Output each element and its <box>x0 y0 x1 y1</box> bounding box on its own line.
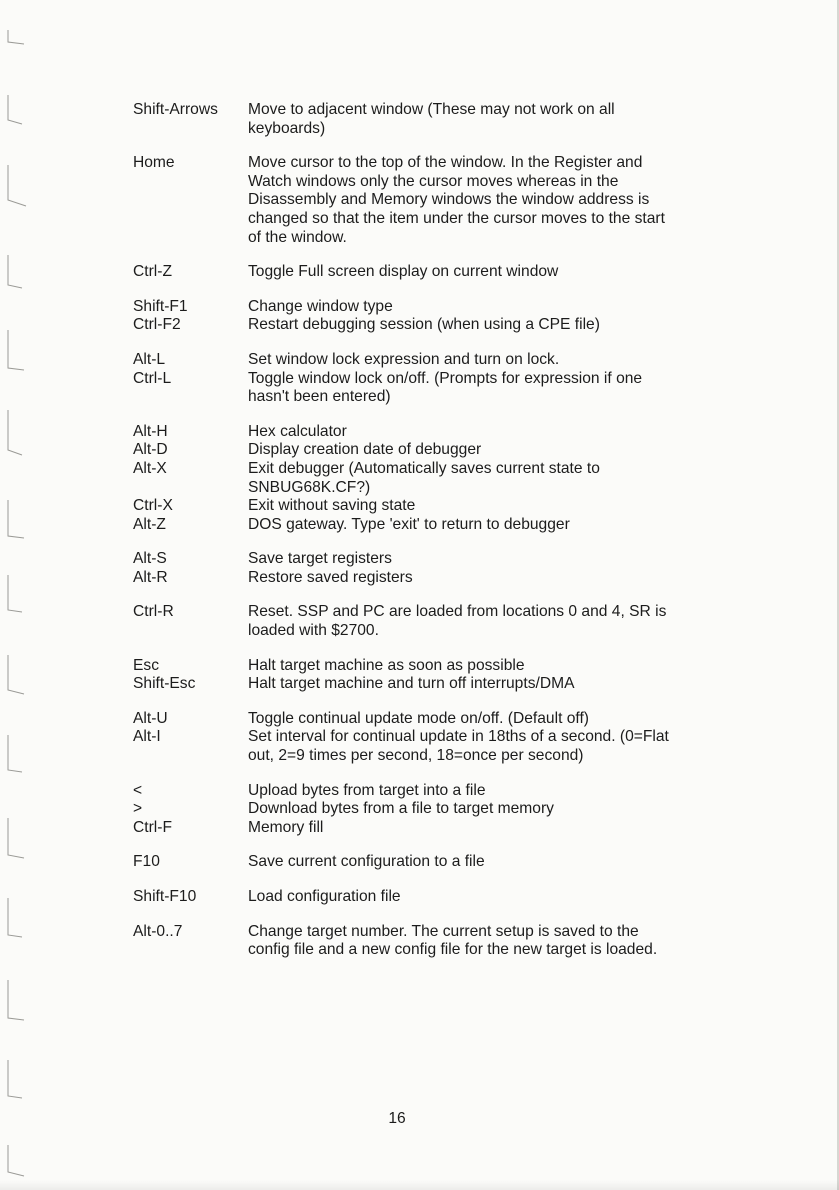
entry-group <box>133 603 733 640</box>
command-description: Restart debugging session (when using a CPE file) <box>248 316 600 334</box>
command-description: Exit without saving state <box>248 497 416 515</box>
key-label: Shift-Arrows <box>133 101 218 118</box>
entry-row <box>133 603 733 622</box>
entry-row <box>133 479 733 498</box>
command-description: Restore saved registers <box>248 568 413 586</box>
key-label: < <box>133 781 143 799</box>
key-label: Alt-X <box>133 459 167 477</box>
entry-group <box>133 782 733 838</box>
entry-row <box>133 263 733 282</box>
entry-row <box>133 550 733 569</box>
command-description: changed so that the item under the cursor moves to the start <box>248 209 665 227</box>
entry-row <box>133 800 733 819</box>
command-description: keyboards) <box>248 119 326 137</box>
command-description: Save target registers <box>248 550 392 568</box>
entry-row <box>133 941 733 960</box>
key-label: F10 <box>133 853 160 871</box>
key-label: Alt-R <box>133 568 168 586</box>
entry-row <box>133 120 733 139</box>
entry-row <box>133 497 733 516</box>
entry-group <box>133 550 733 587</box>
command-description: Upload bytes from target into a file <box>248 781 486 799</box>
command-description: Toggle window lock on/off. (Prompts for expression if one <box>248 369 643 387</box>
key-label: Ctrl-L <box>133 369 172 387</box>
command-description: Exit debugger (Automatically saves current state to <box>248 459 600 477</box>
key-command-list <box>133 101 733 960</box>
command-description: Halt target machine as soon as possible <box>248 656 525 674</box>
command-description: SNBUG68K.CF?) <box>248 478 371 496</box>
entry-row <box>133 569 733 588</box>
key-label: Alt-U <box>133 709 168 727</box>
command-description: out, 2=9 times per second, 18=once per second) <box>248 747 584 765</box>
entry-row <box>133 191 733 210</box>
command-description: Reset. SSP and PC are loaded from locations 0 and 4, SR is <box>248 603 667 621</box>
command-description: DOS gateway. Type 'exit' to return to debugger <box>248 515 570 533</box>
entry-group <box>133 657 733 694</box>
entry-row <box>133 423 733 442</box>
entry-group <box>133 101 733 138</box>
command-description: Halt target machine and turn off interrupts/DMA <box>248 675 575 693</box>
entry-row <box>133 923 733 942</box>
entry-row <box>133 675 733 694</box>
key-label: Home <box>133 154 175 172</box>
entry-row <box>133 388 733 407</box>
page-bottom-shadow <box>0 1180 839 1190</box>
command-description: Toggle Full screen display on current window <box>248 263 559 281</box>
entry-row <box>133 173 733 192</box>
entry-group <box>133 888 733 907</box>
command-description: Disassembly and Memory windows the window address is <box>248 191 650 209</box>
key-label: Esc <box>133 656 159 674</box>
entry-row <box>133 728 733 747</box>
key-label: Alt-I <box>133 728 161 746</box>
command-description: Watch windows only the cursor moves whereas in the <box>248 172 619 190</box>
entry-row <box>133 853 733 872</box>
command-description: Move cursor to the top of the window. In the Register and <box>248 154 643 172</box>
key-label: Shift-Esc <box>133 675 196 693</box>
entry-row <box>133 657 733 676</box>
command-description: Hex calculator <box>248 422 347 440</box>
key-label: Ctrl-F2 <box>133 316 181 334</box>
entry-row <box>133 622 733 641</box>
command-description: of the window. <box>248 228 347 246</box>
entry-group <box>133 853 733 872</box>
entry-group <box>133 351 733 407</box>
entry-group <box>133 710 733 766</box>
entry-row <box>133 460 733 479</box>
entry-group <box>133 154 733 247</box>
key-label: Shift-F10 <box>133 888 197 905</box>
key-label: Alt-D <box>133 441 168 459</box>
entry-row <box>133 819 733 838</box>
command-description: Load configuration file <box>248 888 401 905</box>
entry-row <box>133 441 733 460</box>
entry-row <box>133 782 733 801</box>
entry-row <box>133 316 733 335</box>
command-description: Toggle continual update mode on/off. (Default off) <box>248 709 589 727</box>
entry-row <box>133 154 733 173</box>
entry-row <box>133 888 733 907</box>
page-number: 16 <box>388 1110 406 1127</box>
key-label: Ctrl-Z <box>133 263 172 281</box>
key-label: Alt-S <box>133 550 167 568</box>
binding-edge-marks <box>0 0 30 1190</box>
key-label: Ctrl-F <box>133 818 172 836</box>
command-description: Download bytes from a file to target memory <box>248 800 554 818</box>
key-label: Alt-L <box>133 350 166 368</box>
entry-group <box>133 423 733 535</box>
entry-group <box>133 923 733 960</box>
command-description: Change window type <box>248 297 393 315</box>
entry-row <box>133 298 733 317</box>
key-label: Alt-H <box>133 422 168 440</box>
key-label: > <box>133 800 143 818</box>
command-description: Move to adjacent window (These may not work on all <box>248 101 615 118</box>
command-description: config file and a new config file for the new target is loaded. <box>248 941 658 959</box>
entry-row <box>133 101 733 120</box>
command-description: Set window lock expression and turn on lock. <box>248 350 560 368</box>
entry-row <box>133 351 733 370</box>
command-description: Change target number. The current setup is saved to the <box>248 922 639 940</box>
command-description: loaded with $2700. <box>248 622 379 640</box>
entry-row <box>133 516 733 535</box>
key-label: Shift-F1 <box>133 297 188 315</box>
entry-row <box>133 710 733 729</box>
entry-group <box>133 298 733 335</box>
key-label: Ctrl-R <box>133 603 174 621</box>
entry-row <box>133 370 733 389</box>
command-description: Save current configuration to a file <box>248 853 485 871</box>
entry-row <box>133 210 733 229</box>
key-label: Alt-0..7 <box>133 922 183 940</box>
command-description: Display creation date of debugger <box>248 441 482 459</box>
command-description: Memory fill <box>248 818 324 836</box>
entry-row <box>133 747 733 766</box>
key-label: Alt-Z <box>133 515 166 533</box>
key-label: Ctrl-X <box>133 497 173 515</box>
command-description: Set interval for continual update in 18ths of a second. (0=Flat <box>248 728 669 746</box>
entry-group <box>133 263 733 282</box>
command-description: hasn't been entered) <box>248 388 391 406</box>
entry-row <box>133 229 733 248</box>
